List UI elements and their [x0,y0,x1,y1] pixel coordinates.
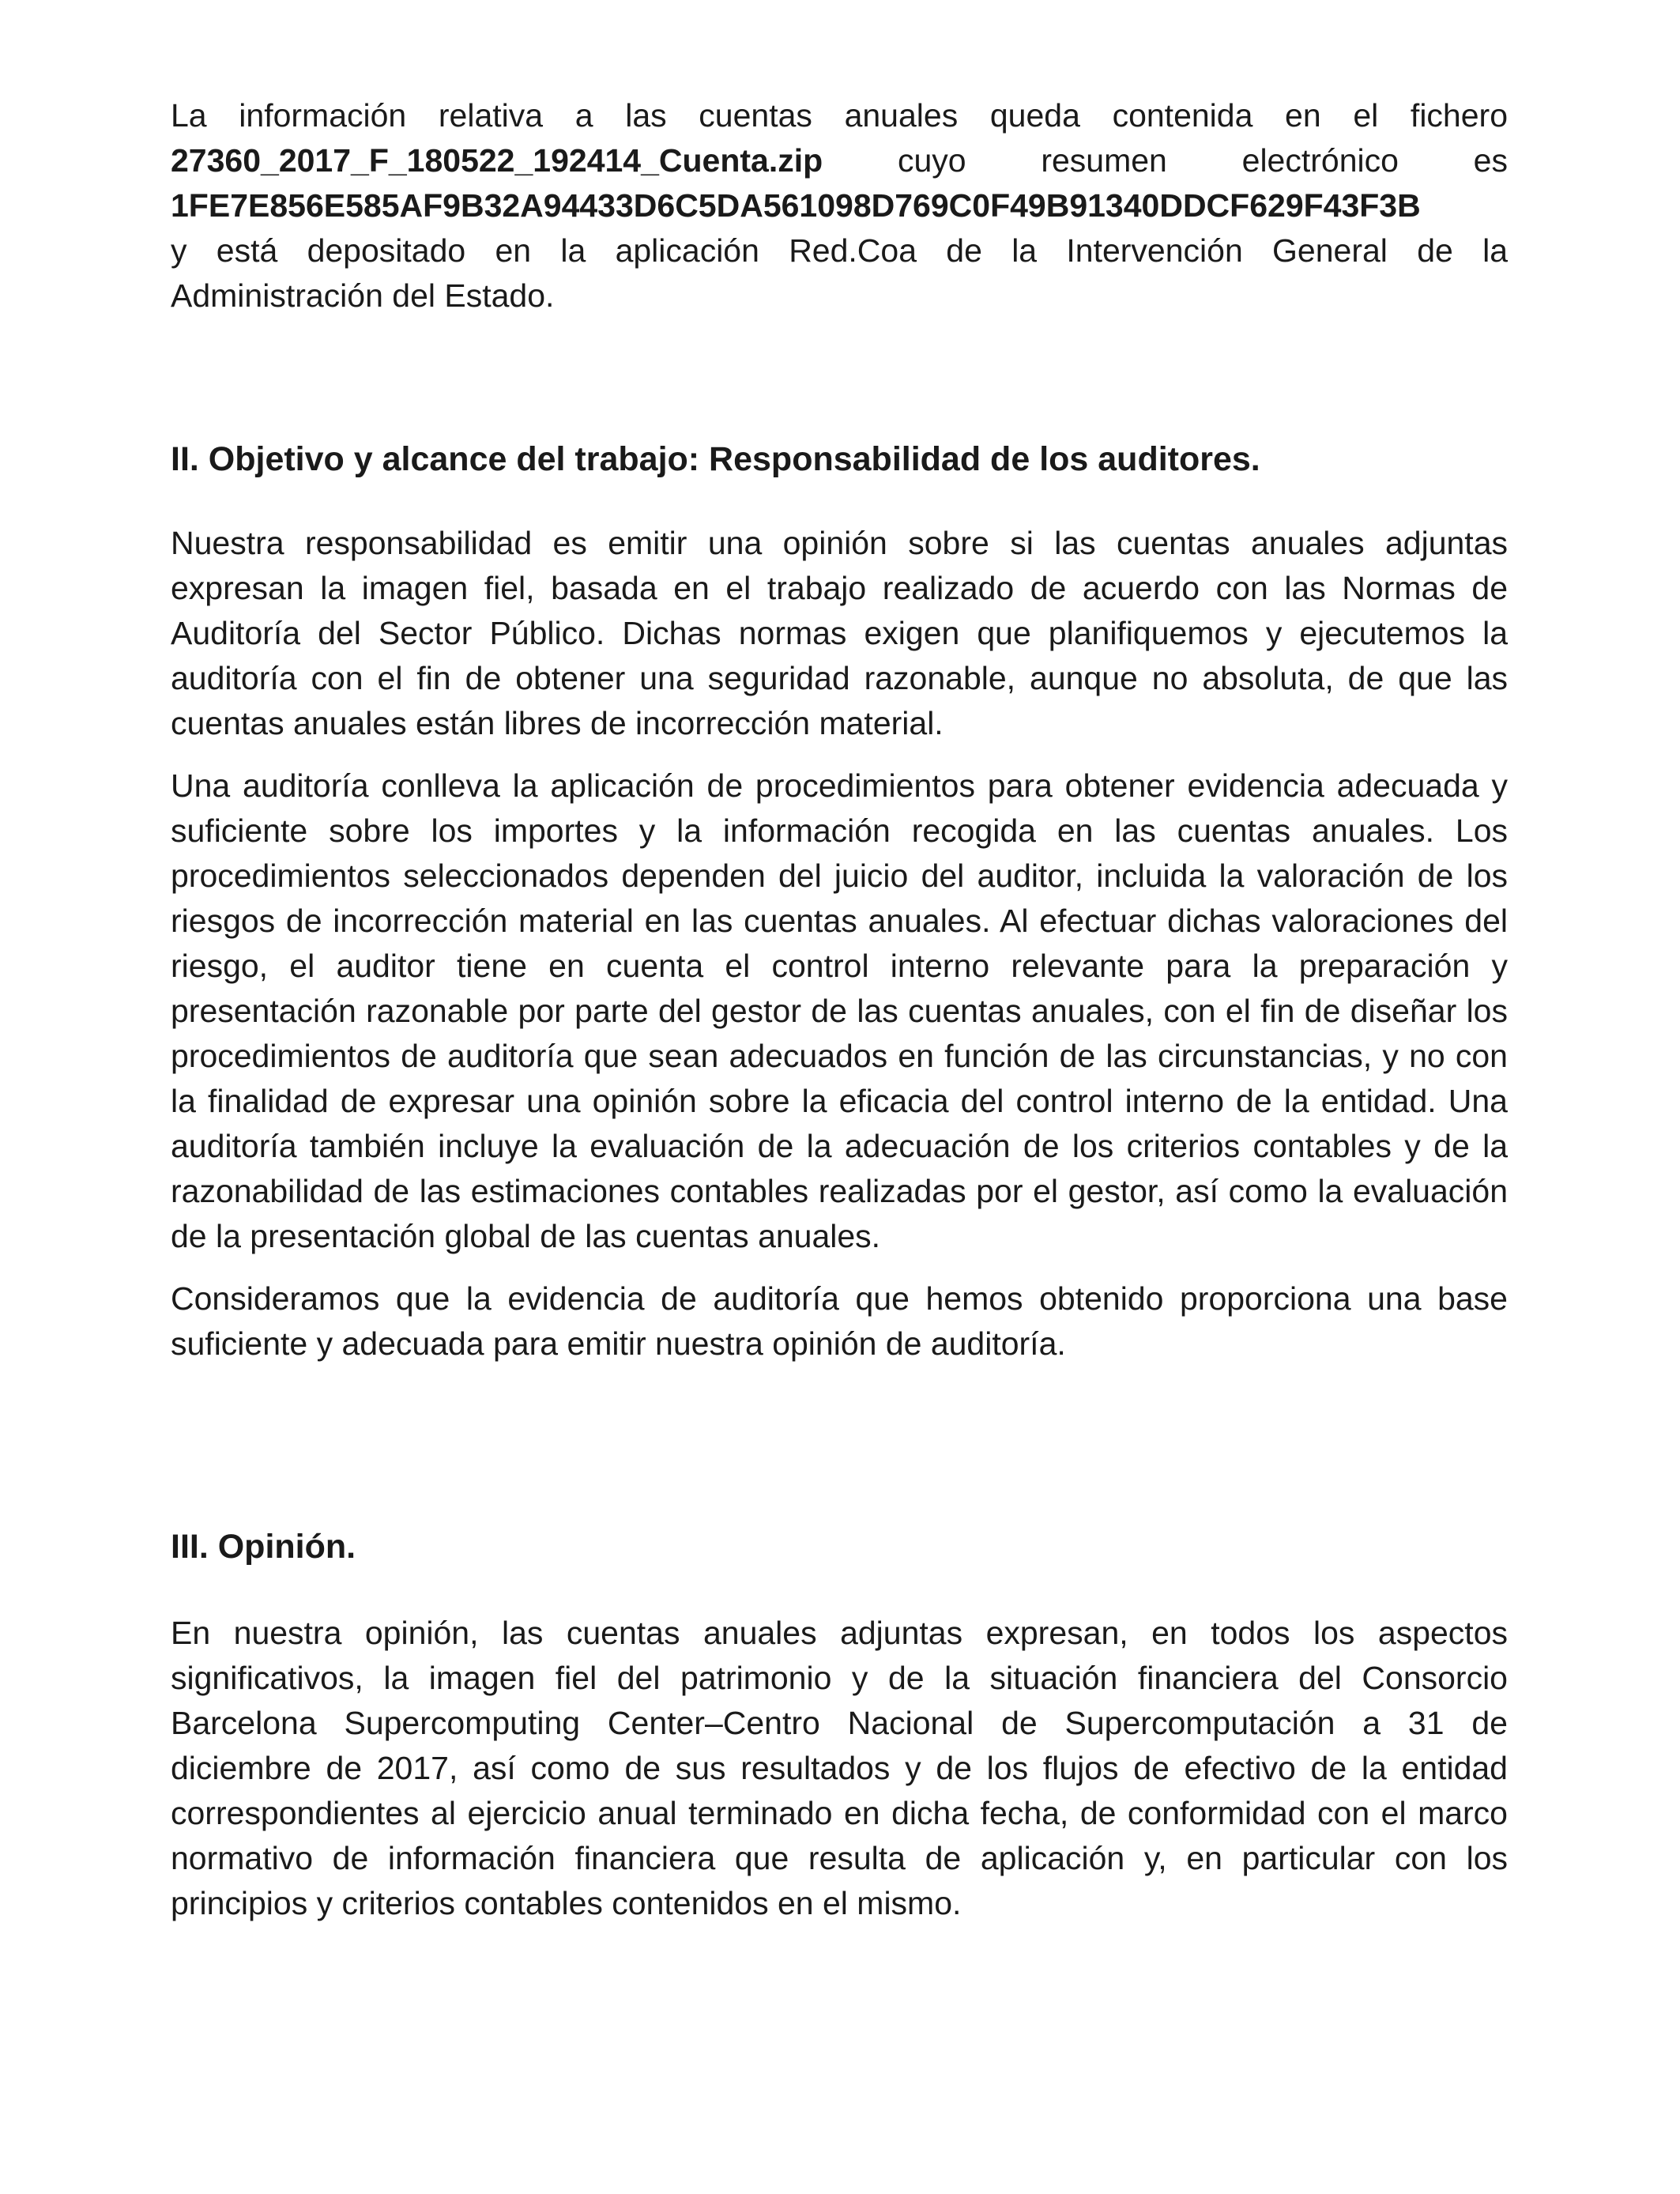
procedures-paragraph: Una auditoría conlleva la aplicación de procedimientos para obtener evidencia adecuada y suficiente sobre los importes y la información recogida en las cuentas anuales. Los procedimientos seleccionados dependen del juicio del auditor, incluida la valoración de los riesgos de incorrección material en las cuentas anuales. Al efectuar dichas valoraciones del riesgo, el auditor tiene en cuenta el control interno relevante para la preparación y presentación razonable por parte del gestor de las cuentas anuales, con el fin de diseñar los procedimientos de auditoría que sean adecuados en función de las circunstancias, y no con la finalidad de expresar una opinión sobre la eficacia del control interno de la entidad. Una auditoría también incluye la evaluación de la adecuación de los criterios contables y de la razonabilidad de las estimaciones contables realizadas por el gestor, así como la evaluación de la presentación global de las cuentas anuales. [171,767,1508,1254]
intro-line-2-tail: cuyo resumen electrónico es [897,142,1508,179]
evidence-paragraph: Consideramos que la evidencia de auditoría que hemos obtenido proporciona una base suficiente y adecuada para emitir nuestra opinión de auditoría. [171,1280,1508,1362]
document-page [171,93,1508,1926]
archive-filename: 27360_2017_F_180522_192414_Cuenta.zip [171,142,823,179]
opinion-paragraph: En nuestra opinión, las cuentas anuales adjuntas expresan, en todos los aspectos significativos, la imagen fiel del patrimonio y de la situación financiera del Consorcio Barcelona Supercomputing Center–Centro Nacional de Supercomputación a 31 de diciembre de 2017, así como de sus resultados y de los flujos de efectivo de la entidad correspondientes al ejercicio anual terminado en dicha fecha, de conformidad con el marco normativo de información financiera que resulta de aplicación y, en particular con los principios y criterios contables contenidos en el mismo. [171,1615,1508,1921]
intro-paragraph [171,93,1508,319]
intro-line-2 [171,138,1508,183]
intro-line-3 [171,183,1508,228]
section-heading-opinion: III. Opinión. [171,1528,356,1566]
electronic-hash: 1FE7E856E585AF9B32A94433D6C5DA561098D769C0F49B91340DDCF629F43F3B [171,187,1421,224]
intro-line-4: y está depositado en la aplicación Red.Coa de la Intervención General de la [171,232,1508,269]
intro-line-5: Administración del Estado. [171,277,555,314]
section-heading-objective: II. Objetivo y alcance del trabajo: Responsabilidad de los auditores. [171,440,1260,478]
intro-line-1: La información relativa a las cuentas anuales queda contenida en el fichero [171,97,1508,134]
responsibility-paragraph: Nuestra responsabilidad es emitir una opinión sobre si las cuentas anuales adjuntas expresan la imagen fiel, basada en el trabajo realizado de acuerdo con las Normas de Auditoría del Sector Público. Dichas normas exigen que planifiquemos y ejecutemos la auditoría con el fin de obtener una seguridad razonable, aunque no absoluta, de que las cuentas anuales están libres de incorrección material. [171,525,1508,741]
